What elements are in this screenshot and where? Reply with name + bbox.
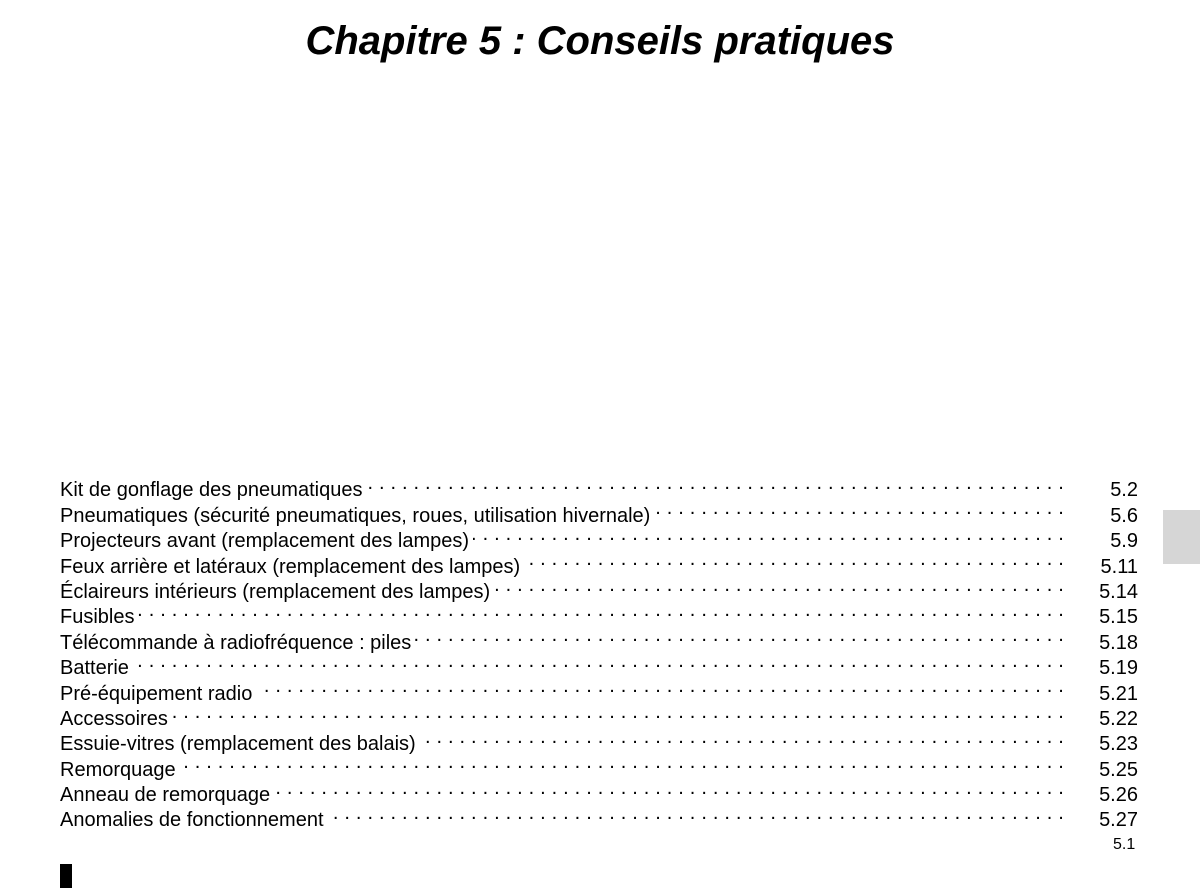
toc-entry-page: 5.27 — [1099, 809, 1138, 832]
toc-dot-leader — [415, 623, 1064, 648]
toc-dot-leader — [256, 674, 1064, 699]
chapter-title: Chapitre 5 : Conseils pratiques — [305, 19, 895, 63]
toc-entry-label: Anneau de remorquage — [60, 784, 271, 807]
page-number: 5.1 — [1113, 836, 1136, 853]
toc-entry-label: Accessoires — [60, 707, 168, 730]
toc-entry-page: 5.2 — [1110, 479, 1138, 502]
toc-dot-leader — [172, 700, 1064, 725]
toc-entry-label: Télécommande à radiofréquence : piles — [60, 631, 412, 654]
toc-entry[interactable] — [60, 750, 1138, 781]
toc-entry-page: 5.26 — [1099, 784, 1138, 807]
toc-entry-page: 5.14 — [1099, 580, 1138, 603]
toc-entry-label: Essuie-vitres (remplacement des balais) — [60, 733, 416, 756]
toc-entry-page: 5.15 — [1099, 606, 1138, 629]
toc-entry-label: Projecteurs avant (remplacement des lampes) — [60, 530, 470, 553]
toc-entry[interactable] — [60, 649, 1138, 680]
toc-entry-label: Kit de gonflage des pneumatiques — [60, 479, 363, 502]
toc-entry-page: 5.6 — [1110, 504, 1138, 527]
toc-entry[interactable] — [60, 700, 1138, 730]
toc-entry-label: Pré-équipement radio — [60, 682, 253, 705]
toc-entry-page: 5.19 — [1099, 657, 1138, 680]
toc-entry-page: 5.23 — [1099, 733, 1138, 756]
toc-entry-page: 5.21 — [1099, 682, 1138, 705]
toc-entry-page: 5.11 — [1100, 555, 1138, 578]
toc-entry-label: Éclaireurs intérieurs (remplacement des lampes) — [60, 580, 491, 603]
toc-entry-page: 5.18 — [1099, 631, 1138, 654]
toc-entry[interactable] — [60, 674, 1138, 705]
toc-entry[interactable] — [60, 725, 1138, 756]
toc-dot-leader — [274, 776, 1064, 801]
crop-mark — [60, 864, 72, 888]
toc-dot-leader — [494, 573, 1064, 598]
toc-entry-page: 5.9 — [1110, 530, 1138, 553]
toc-dot-leader — [133, 649, 1064, 674]
toc-entry-label: Batterie — [60, 657, 129, 680]
toc-dot-leader — [328, 801, 1065, 826]
chapter-side-tab — [1163, 510, 1200, 564]
toc-entry[interactable] — [60, 623, 1138, 654]
toc-entry-label: Pneumatiques (sécurité pneumatiques, roues, utilisation hivernale) — [60, 504, 651, 527]
toc-entry-label: Feux arrière et latéraux (remplacement des lampes) — [60, 555, 521, 578]
toc-dot-leader — [473, 522, 1064, 547]
toc-entry-page: 5.22 — [1099, 707, 1138, 730]
toc-entry-label: Anomalies de fonctionnement — [60, 809, 324, 832]
toc-entry[interactable] — [60, 776, 1138, 807]
toc-dot-leader — [138, 598, 1064, 623]
toc-entry[interactable] — [60, 598, 1138, 629]
toc-dot-leader — [420, 725, 1064, 750]
table-of-contents — [60, 471, 1138, 832]
toc-dot-leader — [180, 750, 1064, 775]
toc-entry-page: 5.25 — [1099, 758, 1138, 781]
toc-dot-leader — [654, 496, 1064, 521]
toc-entry-label: Fusibles — [60, 606, 135, 629]
toc-entry-label: Remorquage — [60, 758, 176, 781]
toc-dot-leader — [366, 471, 1064, 496]
toc-dot-leader — [524, 547, 1064, 572]
toc-entry[interactable] — [60, 471, 1138, 502]
